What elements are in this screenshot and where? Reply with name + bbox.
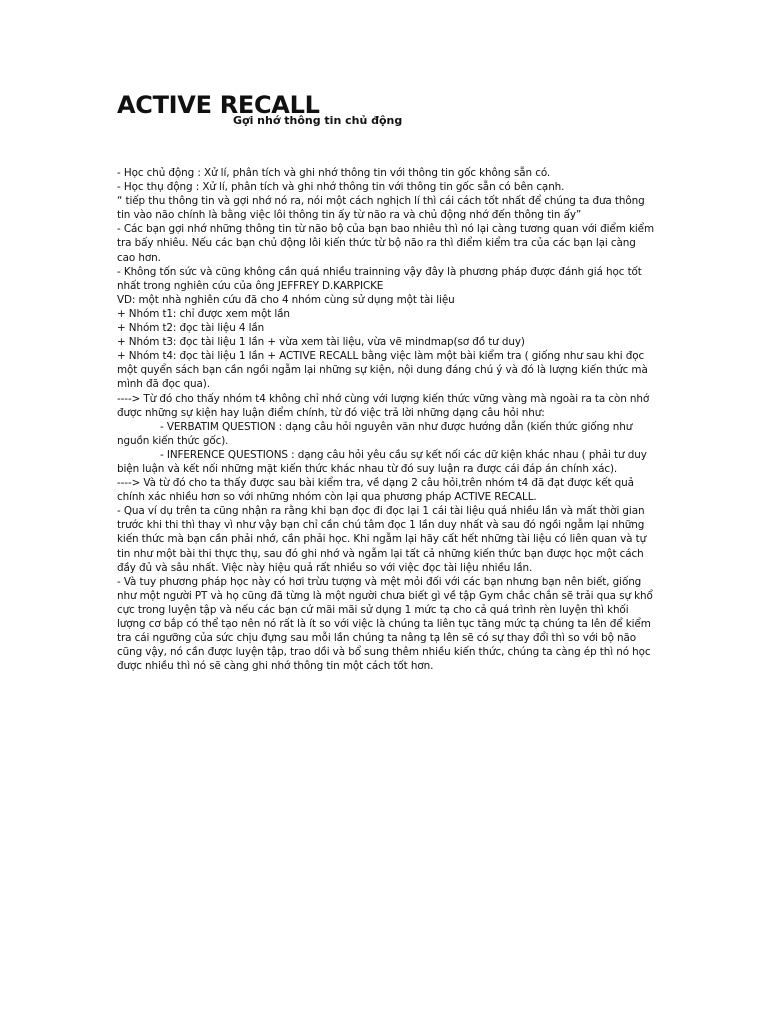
paragraph-verbatim-question: - VERBATIM QUESTION : dạng câu hỏi nguyên văn như được hướng dẫn (kiến thức giống như nguồn kiến thức gốc). xyxy=(117,420,633,447)
paragraph-result-t4: ----> Từ đó cho thấy nhóm t4 không chỉ nhớ cùng với lượng kiến thức vững vàng mà ngoài ra ta còn nhớ được những sự kiện hay luận điểm chính, từ đó việc trả lời những dạng câu hỏi như: xyxy=(117,392,650,419)
paragraph-passive-learning: - Học thụ động : Xử lí, phân tích và ghi nhớ thông tin với thông tin gốc sẵn có bên cạnh. xyxy=(117,181,565,194)
paragraph-lesson: - Qua ví dụ trên ta cũng nhận ra rằng khi bạn đọc đi đọc lại 1 cái tài liệu quá nhiều lần và mất thời gian trước khi thi thì thay vì như vậy bạn chỉ cần chú tâm đọc 1 lần duy nhất và sau đó ngồi ngẫm lại những kiến thức mà bạn cần phải nhớ, cần phải học. Khi ngẫm lại hãy cất hết những tài liệu có liên quan và tự tin như một bài thi thực thụ, sau đó ghi nhớ và ngẫm lại tất cả những kiến thức bạn được học một cách đầy đủ và sâu nhất. Việc này hiệu quả rất nhiều so với việc đọc tài liệu nhiều lần. xyxy=(117,505,647,574)
paragraph-quote: “ tiếp thu thông tin và gợi nhớ nó ra, nói một cách nghịch lí thì cái cách tốt nhất để chúng ta đưa thông tin vào não chính là bằng việc lôi thông tin ấy từ não ra và chủ động nhớ đến thông tin ấy” xyxy=(117,195,645,222)
document-body xyxy=(117,166,657,673)
paragraph-karpicke: - Không tốn sức và cũng không cần quá nhiều trainning vậy đây là phương pháp được đánh giá học tốt nhất trong nghiên cứu của ông JEFFREY D.KARPICKE xyxy=(117,265,642,292)
paragraph-gym-analogy: - Và tuy phương pháp học này có hơi trừu tượng và mệt mỏi đối với các bạn nhưng bạn nên biết, giống như một người PT và họ cũng đã từng là một người chưa biết gì về tập Gym chắc chắn sẽ trải qua sự khổ cực trong luyện tập và nếu các bạn cứ mãi mãi sử dụng 1 mức tạ cho cả quá trình rèn luyện thì khối lượng cơ bắp có thể tạo nên nó rất là ít so với việc là chúng ta liên tục tăng mức tạ chúng ta lên để kiểm tra cái ngưỡng của sức chịu đựng sau mỗi lần chúng ta nâng tạ lên sẽ có sự thay đổi thì so với bộ não cũng vậy, nó cần được luyện tập, trao dồi và bổ sung thêm nhiều kiến thức, chúng ta càng ép thì nó học được nhiều thì nó sẽ càng ghi nhớ thông tin một cách tốt hơn. xyxy=(117,575,653,673)
paragraph-recall-correlation: - Các bạn gợi nhớ những thông tin từ não bộ của bạn bao nhiêu thì nó lại càng tương quan với điểm kiểm tra bấy nhiêu. Nếu các bạn chủ động lôi kiến thức từ bộ não ra thì điểm kiểm tra của các bạn lại càng cao hơn. xyxy=(117,223,654,264)
paragraph-active-learning: - Học chủ động : Xử lí, phân tích và ghi nhớ thông tin với thông tin gốc không sẵn có. xyxy=(117,167,551,179)
list-item-group-t4: + Nhóm t4: đọc tài liệu 1 lần + ACTIVE RECALL bằng việc làm một bài kiểm tra ( giống như sau khi đọc một quyển sách bạn cần ngồi ngẫm lại những sự kiện, nội dung đáng chú ý và đó là lượng kiến thức mà mình đã đọc qua). xyxy=(117,350,648,391)
list-item-group-t1: + Nhóm t1: chỉ được xem một lần xyxy=(117,307,290,320)
paragraph-example-intro: VD: một nhà nghiên cứu đã cho 4 nhóm cùng sử dụng một tài liệu xyxy=(117,293,455,306)
list-item-group-t3: + Nhóm t3: đọc tài liệu 1 lần + vừa xem tài liệu, vừa vẽ mindmap(sơ đồ tư duy) xyxy=(117,336,525,349)
paragraph-inference-questions: - INFERENCE QUESTIONS : dạng câu hỏi yêu cầu sự kết nối các dữ kiện khác nhau ( phải tư duy biện luận và kết nối những mặt kiến thức khác nhau từ đó suy luận ra được cái đáp án chính xác). xyxy=(117,448,647,475)
paragraph-test-result: ----> Và từ đó cho ta thấy được sau bài kiểm tra, về dạng 2 câu hỏi,trên nhóm t4 đã đạt được kết quả chính xác nhiều hơn so với những nhóm còn lại qua phương pháp ACTIVE RECALL. xyxy=(117,477,634,504)
document-subtitle: Gợi nhớ thông tin chủ động xyxy=(233,114,403,127)
document-title: ACTIVE RECALL xyxy=(117,91,320,119)
list-item-group-t2: + Nhóm t2: đọc tài liệu 4 lần xyxy=(117,322,265,335)
